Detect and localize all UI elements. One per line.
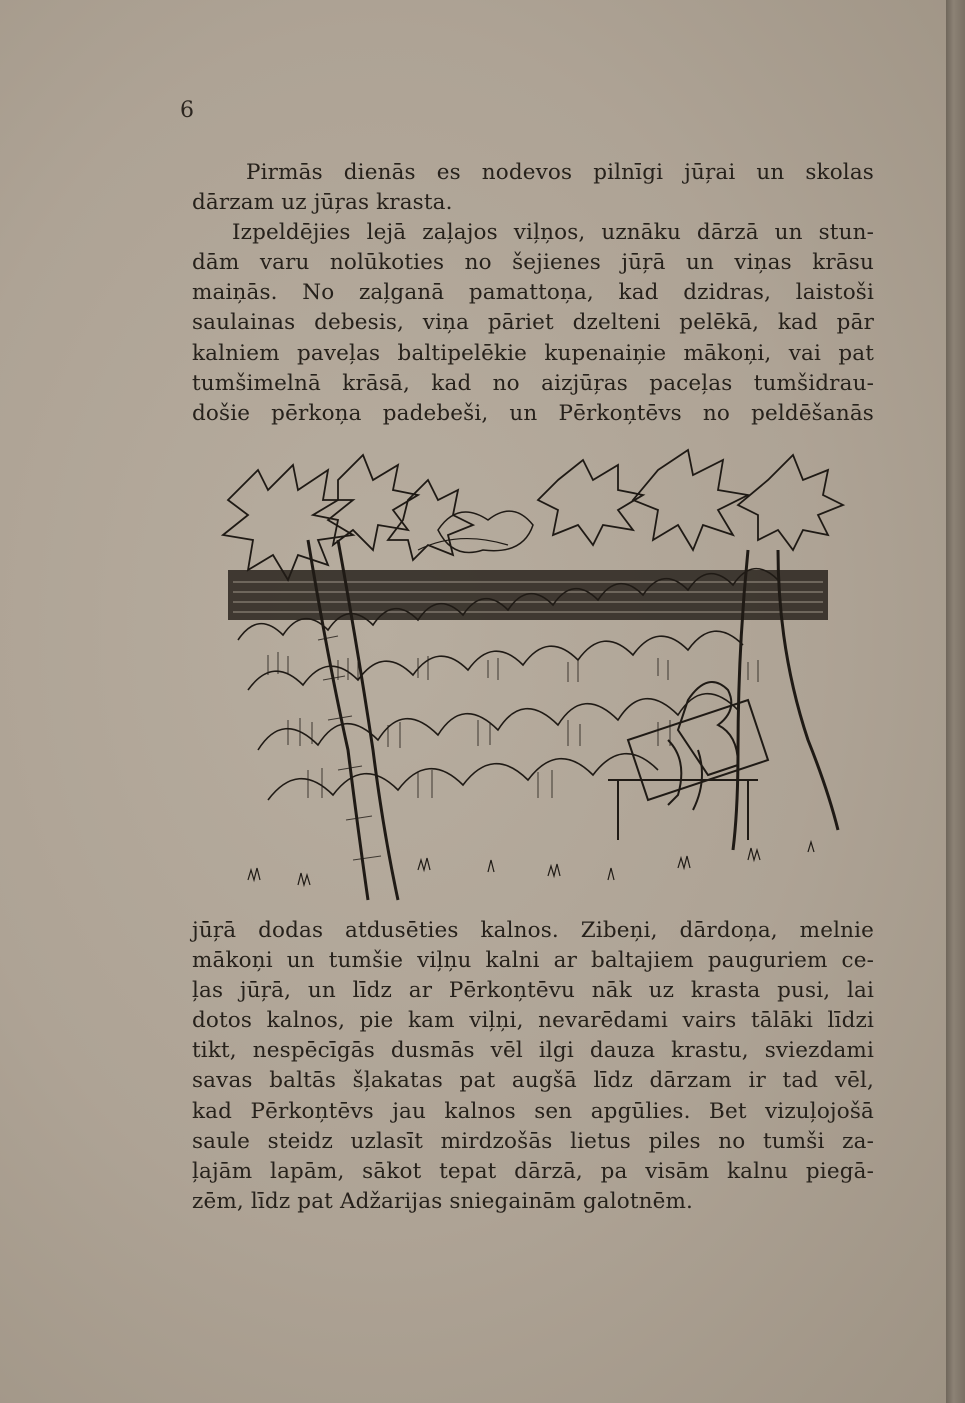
text-line: tikt, nespēcīgās dusmās vēl ilgi dauza krastu, sviezdami bbox=[192, 1038, 874, 1064]
text-line: jūŗā dodas atdusēties kalnos. Zibeņi, dārdoņa, melnie bbox=[192, 918, 874, 943]
top-text-block bbox=[192, 158, 874, 429]
text-line: tumšimelnā krāsā, kad no aizjūŗas paceļas tumšidrau- bbox=[192, 370, 874, 396]
text-line: došie pērkoņa padebeši, un Pērkoņtēvs no peldēšanās bbox=[192, 400, 874, 426]
page-edge bbox=[946, 0, 965, 1403]
text-line: dārzam uz jūŗas krasta. bbox=[192, 190, 453, 216]
text-line: kalniem paveļas baltipelēkie kupenaiņie mākoņi, vai pat bbox=[192, 340, 874, 366]
text-line: saulainas debesis, viņa pāriet dzelteni pelēkā, kad pār bbox=[192, 310, 874, 336]
garden-sea-illustration-icon bbox=[188, 440, 878, 912]
bottom-text-block bbox=[192, 916, 874, 1217]
text-line: maiņās. No zaļganā pamattoņa, kad dzidras, laistoši bbox=[192, 280, 874, 306]
text-line: savas baltās šļakatas pat augšā līdz dārzam ir tad vēl, bbox=[192, 1068, 874, 1094]
text-line: ļas jūŗā, un līdz ar Pērkoņtēvu nāk uz krasta pusi, lai bbox=[192, 978, 874, 1004]
text-line: saule steidz uzlasīt mirdzošās lietus piles no tumši za- bbox=[192, 1128, 874, 1154]
text-line: dotos kalnos, pie kam viļņi, nevarēdami vairs tālāki līdzi bbox=[192, 1008, 874, 1034]
text-line: kad Pērkoņtēvs jau kalnos sen apgūlies. Bet vizuļojošā bbox=[192, 1098, 874, 1124]
text-line: Izpeldējies lejā zaļajos viļņos, uznāku dārzā un stun- bbox=[232, 220, 874, 246]
page-number: 6 bbox=[180, 98, 194, 123]
text-line: mākoņi un tumšie viļņu kalni ar baltajiem pauguriem ce- bbox=[192, 948, 874, 974]
text-line: zēm, līdz pat Adžarijas sniegainām galotnēm. bbox=[192, 1188, 694, 1214]
text-line: Pirmās dienās es nodevos pilnīgi jūŗai un skolas bbox=[246, 160, 874, 185]
text-line: dām varu nolūkoties no šejienes jūŗā un viņas krāsu bbox=[192, 250, 874, 276]
text-line: ļajām lapām, sākot tepat dārzā, pa visām kalnu piegā- bbox=[192, 1158, 874, 1184]
